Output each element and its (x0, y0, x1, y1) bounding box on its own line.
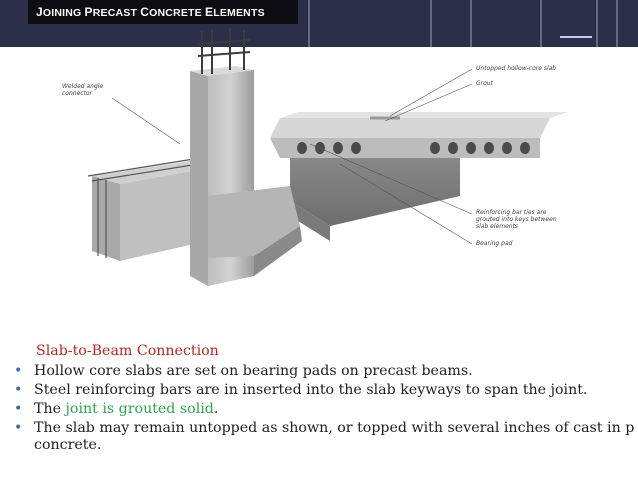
hollow-core-slab (270, 112, 568, 158)
bullet-dot: • (14, 363, 23, 379)
callout-grout: Grout (476, 80, 493, 87)
bullet-dot: • (14, 382, 23, 398)
callout-welded-angle: Welded angle (62, 83, 104, 90)
callout-untopped-slab: Untopped hollow-core slab (476, 65, 557, 72)
precast-beam-right (290, 144, 460, 241)
callout-connector: connector (62, 90, 93, 97)
bullet-dot: • (14, 401, 23, 417)
bullet-dot: • (14, 420, 23, 436)
callout-bearing-pad: Bearing pad (476, 240, 513, 247)
callout-reinforcing-2: grouted into keys between (476, 216, 557, 223)
callout-reinforcing-1: Reinforcing bar ties are (476, 209, 547, 216)
highlight-grouted: joint is grouted solid (65, 401, 214, 417)
header-stripe (616, 0, 618, 47)
bullet-continuation: concrete. (34, 437, 102, 453)
connection-illustration (40, 26, 600, 326)
callout-reinforcing-3: slab elements (476, 223, 519, 230)
subheading: Slab-to-Beam Connection (36, 343, 219, 359)
slide-title: JOINING PRECAST CONCRETE ELEMENTS (36, 5, 265, 19)
